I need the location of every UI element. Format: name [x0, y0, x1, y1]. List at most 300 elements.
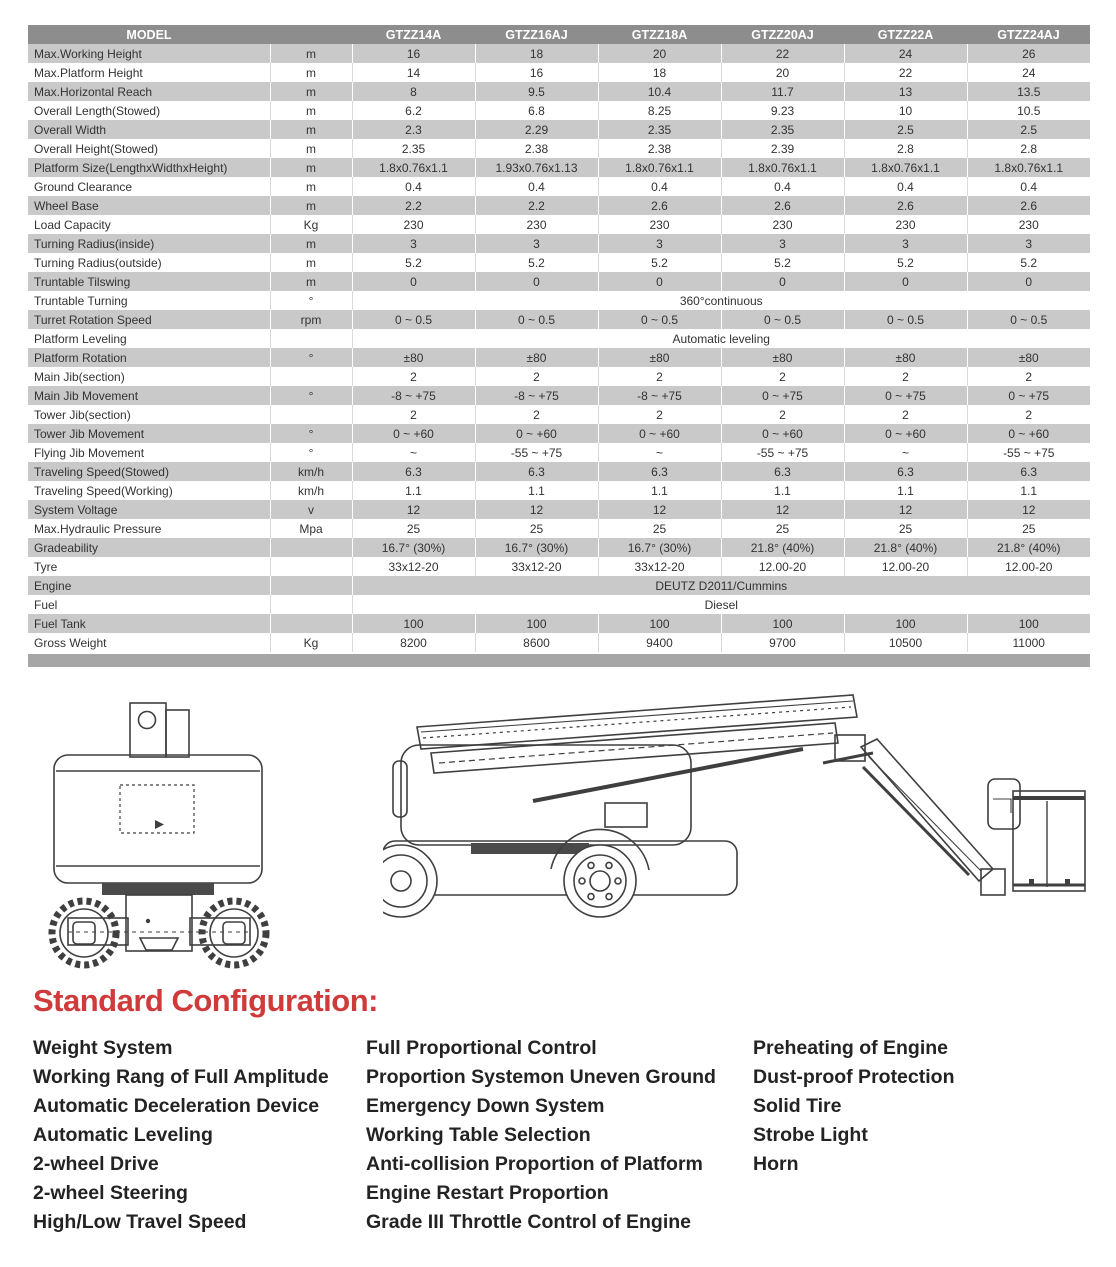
row-value-cell: ±80 — [721, 348, 844, 367]
row-unit-cell: v — [270, 500, 352, 519]
row-value-cell: 10.4 — [598, 82, 721, 101]
row-value-cell: 100 — [721, 614, 844, 633]
row-value-cell: 13 — [844, 82, 967, 101]
row-value-cell: 230 — [352, 215, 475, 234]
row-value-cell: 1.8x0.76x1.1 — [352, 158, 475, 177]
row-value-cell: 5.2 — [598, 253, 721, 272]
row-label-cell: Ground Clearance — [28, 177, 270, 196]
configuration-item: Strobe Light — [753, 1124, 868, 1146]
row-value-cell: 0 ~ +60 — [967, 424, 1090, 443]
row-unit-cell: Kg — [270, 633, 352, 652]
row-value-cell: 14 — [352, 63, 475, 82]
row-value-cell: 0 — [598, 272, 721, 291]
row-value-cell: 0 — [352, 272, 475, 291]
row-value-cell: 230 — [844, 215, 967, 234]
row-label-cell: Main Jib(section) — [28, 367, 270, 386]
row-unit-cell: m — [270, 177, 352, 196]
row-value-cell: 9.5 — [475, 82, 598, 101]
row-value-cell: 6.3 — [721, 462, 844, 481]
spec-table-header-row — [28, 25, 1090, 44]
row-value-cell: 8 — [352, 82, 475, 101]
row-value-cell: 2.39 — [721, 139, 844, 158]
row-value-cell: 0 ~ +60 — [721, 424, 844, 443]
row-unit-cell — [270, 614, 352, 633]
configuration-item: Preheating of Engine — [753, 1037, 949, 1059]
row-label-cell: Traveling Speed(Working) — [28, 481, 270, 500]
table-row — [28, 595, 1090, 614]
row-value-cell: 6.3 — [967, 462, 1090, 481]
row-value-cell: 12.00-20 — [721, 557, 844, 576]
row-unit-cell: m — [270, 82, 352, 101]
row-value-cell: 11.7 — [721, 82, 844, 101]
row-value-cell: 0.4 — [967, 177, 1090, 196]
row-value-cell: 3 — [475, 234, 598, 253]
row-value-cell: ~ — [844, 443, 967, 462]
row-label-cell: Overall Width — [28, 120, 270, 139]
row-label-cell: System Voltage — [28, 500, 270, 519]
row-value-cell: 2.8 — [967, 139, 1090, 158]
row-value-cell: 0 ~ +60 — [844, 424, 967, 443]
row-label-cell: Max.Horizontal Reach — [28, 82, 270, 101]
row-value-cell: 2.3 — [352, 120, 475, 139]
row-value-cell: 2.6 — [721, 196, 844, 215]
row-value-cell: 2.35 — [598, 120, 721, 139]
row-span-value-cell: Automatic leveling — [352, 329, 1090, 348]
row-label-cell: Tower Jib Movement — [28, 424, 270, 443]
table-row — [28, 557, 1090, 576]
row-label-cell: Truntable Turning — [28, 291, 270, 310]
configuration-item: 2-wheel Drive — [33, 1153, 159, 1175]
table-row — [28, 234, 1090, 253]
row-value-cell: 2 — [598, 405, 721, 424]
table-row — [28, 481, 1090, 500]
row-value-cell: 3 — [844, 234, 967, 253]
row-value-cell: 230 — [721, 215, 844, 234]
row-unit-cell: m — [270, 253, 352, 272]
table-footer-bar — [28, 654, 1090, 667]
row-value-cell: 18 — [475, 44, 598, 63]
row-value-cell: 2.38 — [598, 139, 721, 158]
table-row — [28, 272, 1090, 291]
spec-table-body — [28, 44, 1090, 652]
row-value-cell: 1.1 — [598, 481, 721, 500]
row-value-cell: 3 — [598, 234, 721, 253]
row-value-cell: 2 — [967, 367, 1090, 386]
row-value-cell: 25 — [598, 519, 721, 538]
row-label-cell: Fuel Tank — [28, 614, 270, 633]
row-value-cell: 1.1 — [967, 481, 1090, 500]
row-unit-cell: Kg — [270, 215, 352, 234]
row-value-cell: 0.4 — [844, 177, 967, 196]
configuration-item: Engine Restart Proportion — [366, 1182, 609, 1204]
row-value-cell: 12 — [598, 500, 721, 519]
row-value-cell: 16 — [352, 44, 475, 63]
table-row — [28, 443, 1090, 462]
model-name-gtzz16aj: GTZZ16AJ — [475, 25, 598, 44]
spec-sheet-page — [0, 25, 1116, 1237]
row-value-cell: 1.8x0.76x1.1 — [598, 158, 721, 177]
row-value-cell: 0 ~ 0.5 — [967, 310, 1090, 329]
row-value-cell: 5.2 — [475, 253, 598, 272]
row-value-cell: 16.7° (30%) — [352, 538, 475, 557]
row-unit-cell — [270, 538, 352, 557]
spec-table-head — [28, 25, 1090, 44]
configuration-item: Working Table Selection — [366, 1124, 591, 1146]
row-value-cell: ~ — [352, 443, 475, 462]
configuration-item: Proportion Systemon Uneven Ground — [366, 1066, 716, 1088]
row-label-cell: Overall Height(Stowed) — [28, 139, 270, 158]
row-value-cell: 0 — [475, 272, 598, 291]
row-value-cell: 2.8 — [844, 139, 967, 158]
row-value-cell: 5.2 — [721, 253, 844, 272]
row-unit-cell: km/h — [270, 481, 352, 500]
row-value-cell: 2 — [352, 367, 475, 386]
table-row — [28, 158, 1090, 177]
row-value-cell: 6.3 — [352, 462, 475, 481]
row-value-cell: 20 — [721, 63, 844, 82]
table-row — [28, 291, 1090, 310]
table-row — [28, 44, 1090, 63]
row-value-cell: 20 — [598, 44, 721, 63]
row-value-cell: 0 — [721, 272, 844, 291]
row-value-cell: ±80 — [352, 348, 475, 367]
row-value-cell: 0.4 — [352, 177, 475, 196]
row-value-cell: 12 — [475, 500, 598, 519]
table-row — [28, 500, 1090, 519]
row-value-cell: 2.2 — [352, 196, 475, 215]
row-value-cell: ±80 — [598, 348, 721, 367]
row-value-cell: 9.23 — [721, 101, 844, 120]
row-value-cell: 100 — [844, 614, 967, 633]
row-value-cell: 6.8 — [475, 101, 598, 120]
configuration-item: Working Rang of Full Amplitude — [33, 1066, 329, 1088]
model-name-gtzz20aj: GTZZ20AJ — [721, 25, 844, 44]
row-value-cell: 8.25 — [598, 101, 721, 120]
row-value-cell: 1.1 — [721, 481, 844, 500]
row-label-cell: Tyre — [28, 557, 270, 576]
row-value-cell: 18 — [598, 63, 721, 82]
row-unit-cell: m — [270, 139, 352, 158]
row-value-cell: 12 — [721, 500, 844, 519]
row-value-cell: 0.4 — [721, 177, 844, 196]
row-value-cell: 2 — [475, 405, 598, 424]
row-value-cell: 10 — [844, 101, 967, 120]
row-value-cell: 1.8x0.76x1.1 — [721, 158, 844, 177]
row-value-cell: 100 — [967, 614, 1090, 633]
row-value-cell: 6.3 — [598, 462, 721, 481]
row-value-cell: 26 — [967, 44, 1090, 63]
table-row — [28, 576, 1090, 595]
row-value-cell: 1.1 — [844, 481, 967, 500]
row-unit-cell — [270, 557, 352, 576]
row-value-cell: -55 ~ +75 — [475, 443, 598, 462]
configuration-column-2 — [366, 1034, 753, 1237]
row-value-cell: -8 ~ +75 — [598, 386, 721, 405]
row-value-cell: 1.8x0.76x1.1 — [844, 158, 967, 177]
row-value-cell: 21.8° (40%) — [967, 538, 1090, 557]
configuration-item: Anti-collision Proportion of Platform — [366, 1153, 703, 1175]
table-row — [28, 82, 1090, 101]
row-unit-cell — [270, 595, 352, 614]
row-label-cell: Overall Length(Stowed) — [28, 101, 270, 120]
row-value-cell: 0 ~ 0.5 — [475, 310, 598, 329]
table-row — [28, 329, 1090, 348]
row-value-cell: 0 ~ +60 — [598, 424, 721, 443]
row-value-cell: 1.1 — [475, 481, 598, 500]
row-unit-cell: ° — [270, 348, 352, 367]
row-value-cell: -8 ~ +75 — [352, 386, 475, 405]
row-label-cell: Fuel — [28, 595, 270, 614]
row-value-cell: 2 — [844, 405, 967, 424]
row-unit-cell: m — [270, 63, 352, 82]
row-value-cell: 0 ~ +75 — [721, 386, 844, 405]
row-value-cell: 0 ~ 0.5 — [352, 310, 475, 329]
configuration-item: Emergency Down System — [366, 1095, 605, 1117]
model-name-gtzz22a: GTZZ22A — [844, 25, 967, 44]
row-value-cell: 5.2 — [352, 253, 475, 272]
row-value-cell: 0 ~ 0.5 — [721, 310, 844, 329]
row-value-cell: 13.5 — [967, 82, 1090, 101]
row-value-cell: 2 — [598, 367, 721, 386]
row-value-cell: 33x12-20 — [598, 557, 721, 576]
row-value-cell: 2 — [844, 367, 967, 386]
machine-drawings — [0, 681, 1116, 977]
row-value-cell: 2 — [352, 405, 475, 424]
configuration-item: Automatic Deceleration Device — [33, 1095, 320, 1117]
row-value-cell: 12.00-20 — [844, 557, 967, 576]
row-value-cell: 0 ~ 0.5 — [598, 310, 721, 329]
row-unit-cell: m — [270, 120, 352, 139]
row-label-cell: Max.Working Height — [28, 44, 270, 63]
row-value-cell: 2.2 — [475, 196, 598, 215]
row-value-cell: 3 — [967, 234, 1090, 253]
model-name-gtzz14a: GTZZ14A — [352, 25, 475, 44]
row-value-cell: ~ — [598, 443, 721, 462]
table-row — [28, 519, 1090, 538]
row-value-cell: 25 — [352, 519, 475, 538]
row-value-cell: 2.29 — [475, 120, 598, 139]
row-value-cell: 12.00-20 — [967, 557, 1090, 576]
configuration-item: Grade III Throttle Control of Engine — [366, 1211, 691, 1233]
row-value-cell: 1.93x0.76x1.13 — [475, 158, 598, 177]
row-value-cell: -8 ~ +75 — [475, 386, 598, 405]
row-label-cell: Turning Radius(inside) — [28, 234, 270, 253]
row-value-cell: -55 ~ +75 — [967, 443, 1090, 462]
row-value-cell: 100 — [598, 614, 721, 633]
row-value-cell: 0.4 — [475, 177, 598, 196]
standard-configuration-title: Standard Configuration: — [33, 983, 378, 1018]
row-value-cell: 11000 — [967, 633, 1090, 652]
table-row — [28, 196, 1090, 215]
row-unit-cell: m — [270, 44, 352, 63]
row-value-cell: 9400 — [598, 633, 721, 652]
boom-lift-rear-view-drawing — [42, 697, 274, 971]
row-value-cell: 2.6 — [967, 196, 1090, 215]
row-value-cell: 22 — [844, 63, 967, 82]
row-unit-cell: ° — [270, 386, 352, 405]
row-value-cell: 0.4 — [598, 177, 721, 196]
row-value-cell: 9700 — [721, 633, 844, 652]
row-value-cell: 6.3 — [844, 462, 967, 481]
row-value-cell: 25 — [721, 519, 844, 538]
row-label-cell: Platform Rotation — [28, 348, 270, 367]
row-value-cell: 8600 — [475, 633, 598, 652]
table-row — [28, 253, 1090, 272]
row-label-cell: Platform Leveling — [28, 329, 270, 348]
row-value-cell: 24 — [844, 44, 967, 63]
row-label-cell: Wheel Base — [28, 196, 270, 215]
row-unit-cell: m — [270, 101, 352, 120]
configuration-item: Automatic Leveling — [33, 1124, 213, 1146]
row-label-cell: Gross Weight — [28, 633, 270, 652]
standard-configuration-section — [33, 983, 1116, 1237]
row-value-cell: 12 — [844, 500, 967, 519]
row-label-cell: Tower Jib(section) — [28, 405, 270, 424]
row-value-cell: 2 — [967, 405, 1090, 424]
row-value-cell: 16.7° (30%) — [475, 538, 598, 557]
row-value-cell: 2 — [721, 367, 844, 386]
row-value-cell: ±80 — [844, 348, 967, 367]
row-value-cell: ±80 — [967, 348, 1090, 367]
row-value-cell: 21.8° (40%) — [844, 538, 967, 557]
row-span-value-cell: Diesel — [352, 595, 1090, 614]
row-value-cell: 2 — [475, 367, 598, 386]
model-name-gtzz24aj: GTZZ24AJ — [967, 25, 1090, 44]
table-row — [28, 462, 1090, 481]
table-row — [28, 614, 1090, 633]
row-value-cell: 2.35 — [721, 120, 844, 139]
row-label-cell: Main Jib Movement — [28, 386, 270, 405]
row-value-cell: 2.6 — [598, 196, 721, 215]
row-value-cell: 1.1 — [352, 481, 475, 500]
row-value-cell: 2.6 — [844, 196, 967, 215]
table-row — [28, 386, 1090, 405]
table-row — [28, 348, 1090, 367]
row-value-cell: 2.35 — [352, 139, 475, 158]
row-value-cell: 0 — [967, 272, 1090, 291]
table-row — [28, 538, 1090, 557]
unit-header-cell — [270, 25, 352, 44]
row-value-cell: 0 — [844, 272, 967, 291]
row-value-cell: 0 ~ +75 — [967, 386, 1090, 405]
row-label-cell: Max.Platform Height — [28, 63, 270, 82]
table-row — [28, 424, 1090, 443]
row-value-cell: ±80 — [475, 348, 598, 367]
row-value-cell: 33x12-20 — [352, 557, 475, 576]
row-span-value-cell: 360°continuous — [352, 291, 1090, 310]
row-value-cell: 2.5 — [844, 120, 967, 139]
row-label-cell: Traveling Speed(Stowed) — [28, 462, 270, 481]
row-label-cell: Turning Radius(outside) — [28, 253, 270, 272]
row-value-cell: 5.2 — [967, 253, 1090, 272]
row-value-cell: 2.5 — [967, 120, 1090, 139]
configuration-item: Solid Tire — [753, 1095, 842, 1117]
row-label-cell: Engine — [28, 576, 270, 595]
row-value-cell: 3 — [352, 234, 475, 253]
row-value-cell: 5.2 — [844, 253, 967, 272]
row-value-cell: 230 — [475, 215, 598, 234]
row-value-cell: 0 ~ 0.5 — [844, 310, 967, 329]
row-unit-cell: ° — [270, 291, 352, 310]
configuration-item: 2-wheel Steering — [33, 1182, 188, 1204]
row-unit-cell — [270, 405, 352, 424]
row-unit-cell: Mpa — [270, 519, 352, 538]
row-label-cell: Turret Rotation Speed — [28, 310, 270, 329]
row-value-cell: 25 — [475, 519, 598, 538]
row-value-cell: 12 — [352, 500, 475, 519]
table-row — [28, 367, 1090, 386]
configuration-item: Dust-proof Protection — [753, 1066, 955, 1088]
row-unit-cell: km/h — [270, 462, 352, 481]
row-label-cell: Max.Hydraulic Pressure — [28, 519, 270, 538]
row-value-cell: 25 — [967, 519, 1090, 538]
table-row — [28, 215, 1090, 234]
row-unit-cell: ° — [270, 443, 352, 462]
row-value-cell: 22 — [721, 44, 844, 63]
row-value-cell: -55 ~ +75 — [721, 443, 844, 462]
row-value-cell: 0 ~ +75 — [844, 386, 967, 405]
row-unit-cell — [270, 329, 352, 348]
row-value-cell: 16 — [475, 63, 598, 82]
configuration-item: Weight System — [33, 1037, 173, 1059]
row-unit-cell: rpm — [270, 310, 352, 329]
row-value-cell: 12 — [967, 500, 1090, 519]
row-value-cell: 21.8° (40%) — [721, 538, 844, 557]
model-header-cell: MODEL — [28, 25, 270, 44]
table-row — [28, 405, 1090, 424]
table-row — [28, 310, 1090, 329]
boom-lift-side-view-drawing — [383, 683, 1095, 959]
row-value-cell: 230 — [967, 215, 1090, 234]
row-label-cell: Platform Size(LengthxWidthxHeight) — [28, 158, 270, 177]
row-value-cell: 25 — [844, 519, 967, 538]
standard-configuration-columns — [33, 1034, 1116, 1237]
row-value-cell: 33x12-20 — [475, 557, 598, 576]
configuration-item: High/Low Travel Speed — [33, 1211, 247, 1233]
row-unit-cell: m — [270, 234, 352, 253]
row-value-cell: 16.7° (30%) — [598, 538, 721, 557]
configuration-item: Horn — [753, 1153, 799, 1175]
row-value-cell: 6.3 — [475, 462, 598, 481]
row-label-cell: Load Capacity — [28, 215, 270, 234]
row-value-cell: 6.2 — [352, 101, 475, 120]
configuration-item: Full Proportional Control — [366, 1037, 597, 1059]
row-label-cell: Truntable Tilswing — [28, 272, 270, 291]
table-row — [28, 633, 1090, 652]
row-value-cell: 100 — [475, 614, 598, 633]
row-unit-cell — [270, 367, 352, 386]
row-span-value-cell: DEUTZ D2011/Cummins — [352, 576, 1090, 595]
row-value-cell: 230 — [598, 215, 721, 234]
row-unit-cell: m — [270, 158, 352, 177]
row-value-cell: 24 — [967, 63, 1090, 82]
row-label-cell: Flying Jib Movement — [28, 443, 270, 462]
row-value-cell: 10.5 — [967, 101, 1090, 120]
row-unit-cell: m — [270, 272, 352, 291]
model-name-gtzz18a: GTZZ18A — [598, 25, 721, 44]
row-unit-cell — [270, 576, 352, 595]
table-row — [28, 101, 1090, 120]
configuration-column-3 — [753, 1034, 954, 1237]
row-value-cell: 1.8x0.76x1.1 — [967, 158, 1090, 177]
row-value-cell: 100 — [352, 614, 475, 633]
row-value-cell: 0 ~ +60 — [352, 424, 475, 443]
table-row — [28, 139, 1090, 158]
row-unit-cell: m — [270, 196, 352, 215]
row-value-cell: 3 — [721, 234, 844, 253]
row-value-cell: 2 — [721, 405, 844, 424]
configuration-column-1 — [33, 1034, 366, 1237]
